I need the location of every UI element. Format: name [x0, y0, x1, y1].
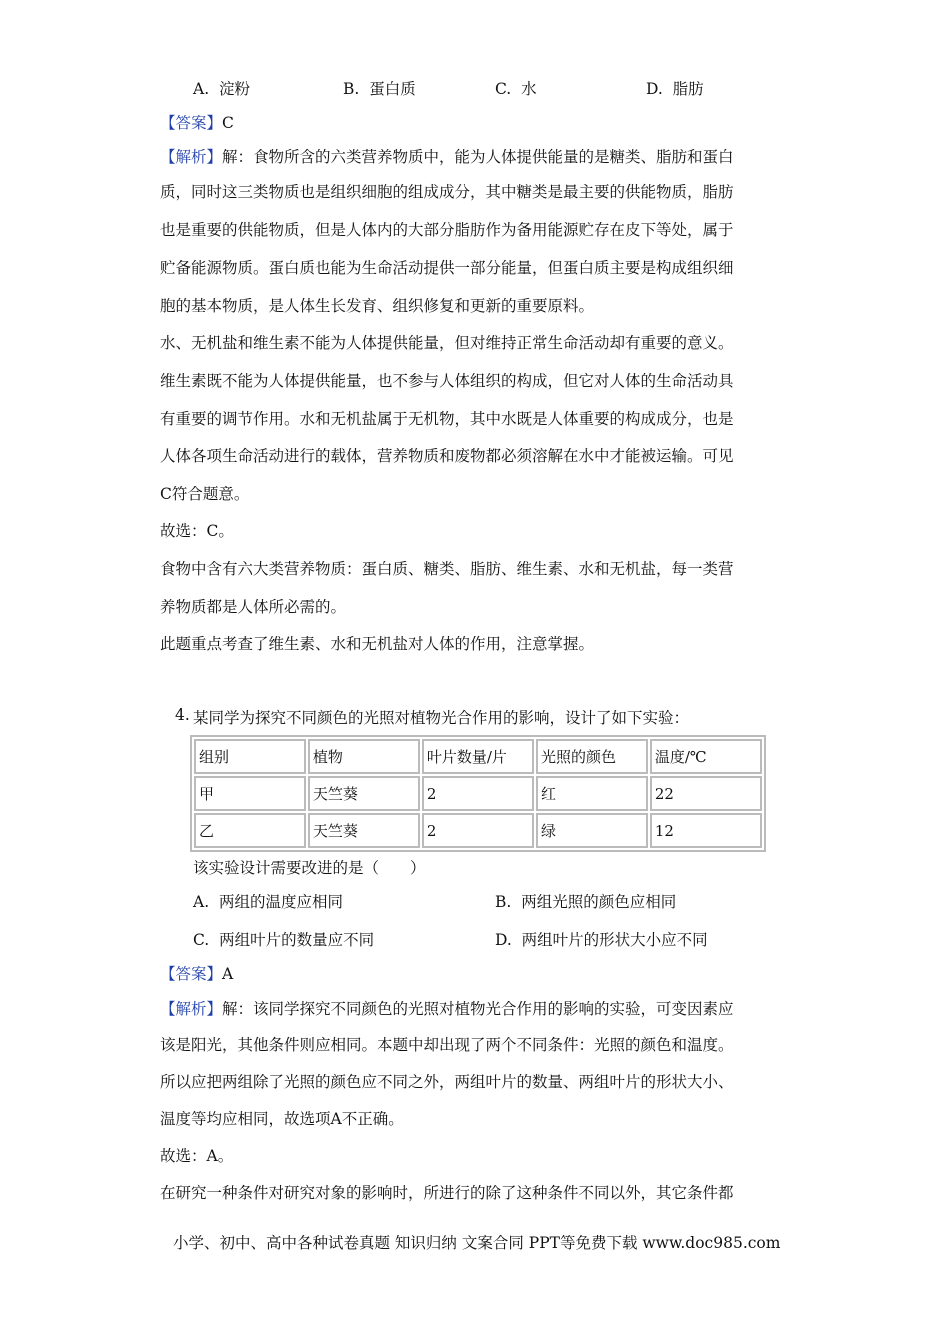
analysis-line: 有重要的调节作用。水和无机盐属于无机物，其中水既是人体重要的构成成分，也是	[160, 410, 734, 428]
table-cell: 乙	[194, 813, 306, 848]
table-row	[194, 813, 762, 848]
table-header-cell: 温度/℃	[650, 739, 762, 774]
answer: 【答案】C	[160, 114, 234, 132]
option-c: C. 水	[495, 80, 537, 98]
analysis-line: 人体各项生命活动进行的载体，营养物质和废物都必须溶解在水中才能被运输。可见	[160, 447, 734, 465]
analysis-line: 所以应把两组除了光照的颜色应不同之外，两组叶片的数量、两组叶片的形状大小、	[160, 1073, 734, 1091]
question-stem: 某同学为探究不同颜色的光照对植物光合作用的影响，设计了如下实验：	[193, 709, 690, 727]
table-header-cell: 植物	[308, 739, 420, 774]
analysis-line: 【解析】解：食物所含的六类营养物质中，能为人体提供能量的是糖类、脂肪和蛋白	[160, 148, 734, 166]
table-cell: 天竺葵	[308, 813, 420, 848]
analysis-line: 养物质都是人体所必需的。	[160, 598, 347, 616]
table-header-cell: 组别	[194, 739, 306, 774]
table-cell: 红	[536, 776, 648, 811]
analysis-line: 【解析】解：该同学探究不同颜色的光照对植物光合作用的影响的实验，可变因素应	[160, 1000, 734, 1018]
option-c: C. 两组叶片的数量应不同	[193, 931, 375, 949]
analysis-line: 水、无机盐和维生素不能为人体提供能量，但对维持正常生命活动却有重要的意义。	[160, 334, 734, 352]
table-cell: 天竺葵	[308, 776, 420, 811]
table-header-row	[194, 739, 762, 774]
option-d: D. 脂肪	[646, 80, 704, 98]
table-cell: 绿	[536, 813, 648, 848]
option-b: B. 蛋白质	[343, 80, 416, 98]
analysis-line: 贮备能源物质。蛋白质也能为生命活动提供一部分能量，但蛋白质主要是构成组织细	[160, 259, 734, 277]
analysis-line: 食物中含有六大类营养物质：蛋白质、糖类、脂肪、维生素、水和无机盐，每一类营	[160, 560, 734, 578]
analysis-line: 故选：A。	[160, 1147, 234, 1165]
analysis-line: 质，同时这三类物质也是组织细胞的组成成分，其中糖类是最主要的供能物质，脂肪	[160, 183, 734, 201]
analysis-line: 该是阳光，其他条件则应相同。本题中却出现了两个不同条件：光照的颜色和温度。	[160, 1036, 734, 1054]
table-header-cell: 叶片数量/片	[422, 739, 534, 774]
footer-banner: 小学、初中、高中各种试卷真题 知识归纳 文案合同 PPT等免费下载 www.doc985.com	[173, 1234, 781, 1252]
analysis-line: C符合题意。	[160, 485, 250, 503]
table-cell: 2	[422, 776, 534, 811]
option-d: D. 两组叶片的形状大小应不同	[495, 931, 708, 949]
analysis-line: 也是重要的供能物质，但是人体内的大部分脂肪作为备用能源贮存在皮下等处，属于	[160, 221, 734, 239]
question-prompt: 该实验设计需要改进的是（ ）	[193, 859, 426, 877]
table-header-cell: 光照的颜色	[536, 739, 648, 774]
analysis-line: 胞的基本物质，是人体生长发育、组织修复和更新的重要原料。	[160, 297, 595, 315]
option-b: B. 两组光照的颜色应相同	[495, 893, 677, 911]
question-number: 4.	[175, 706, 190, 724]
table-cell: 2	[422, 813, 534, 848]
table-cell: 甲	[194, 776, 306, 811]
option-a: A. 两组的温度应相同	[193, 893, 343, 911]
table-row	[194, 776, 762, 811]
analysis-line: 温度等均应相同，故选项A不正确。	[160, 1110, 404, 1128]
table-cell: 12	[650, 813, 762, 848]
analysis-line: 故选：C。	[160, 522, 234, 540]
experiment-table	[190, 735, 766, 852]
table-cell: 22	[650, 776, 762, 811]
analysis-line: 在研究一种条件对研究对象的影响时，所进行的除了这种条件不同以外，其它条件都	[160, 1184, 734, 1202]
analysis-line: 维生素既不能为人体提供能量，也不参与人体组织的构成，但它对人体的生命活动具	[160, 372, 734, 390]
answer: 【答案】A	[160, 965, 234, 983]
analysis-line: 此题重点考查了维生素、水和无机盐对人体的作用，注意掌握。	[160, 635, 595, 653]
option-a: A. 淀粉	[193, 80, 250, 98]
